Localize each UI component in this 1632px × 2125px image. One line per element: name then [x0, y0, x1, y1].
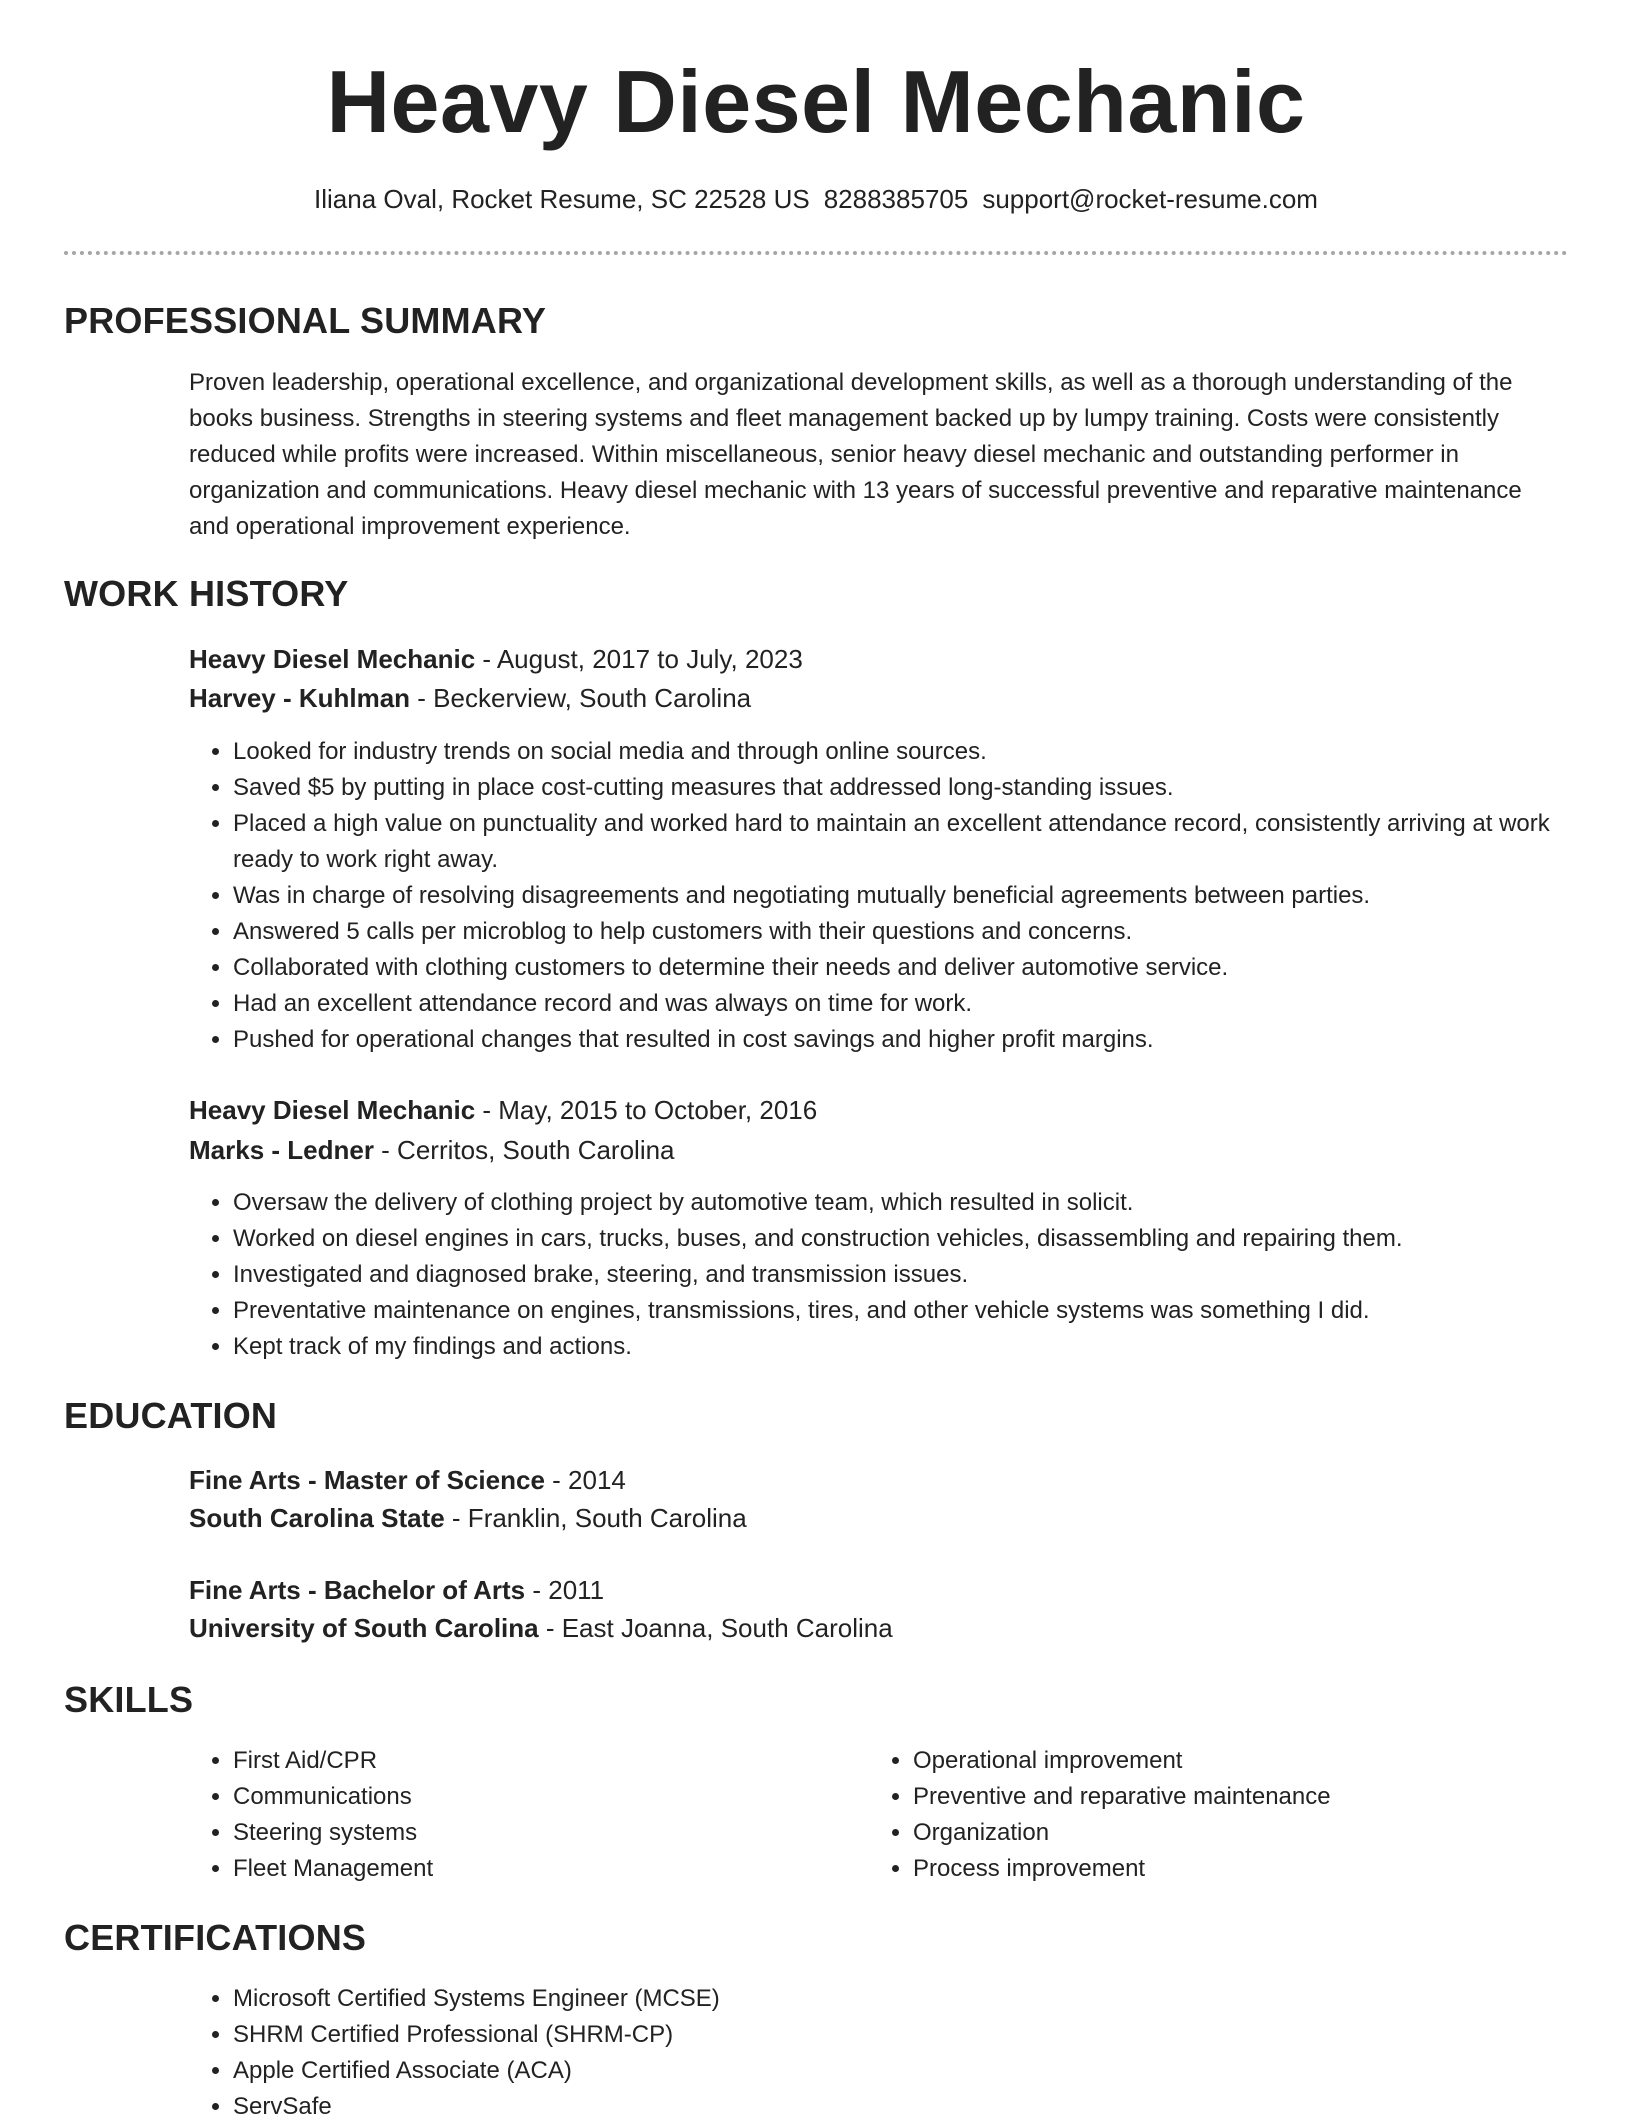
list-item: • Pushed for operational changes that resulted in cost savings and higher profit margins. — [233, 1022, 1613, 1058]
job-1-dates: - August, 2017 to July, 2023 — [475, 644, 803, 674]
education-2-school-line — [189, 1613, 893, 1643]
education-1-year: - 2014 — [544, 1465, 626, 1495]
job-2-company: Marks - Ledner — [189, 1135, 374, 1165]
education-2-location: - East Joanna, South Carolina — [538, 1613, 893, 1643]
summary-text: Proven leadership, operational excellence, and organizational development skills, as well as a thorough understanding of the books business. Strengths in steering systems and fleet management backed up by lumpy training. Costs were consistently reduced while profits were increased. Within miscellaneous, senior heavy diesel mechanic and outstanding performer in organization and communications. Heavy diesel mechanic with 13 years of successful preventive and reparative maintenance and operational improvement experience. — [189, 369, 1522, 540]
list-item: • Operational improvement — [913, 1743, 1553, 1779]
list-item: • SHRM Certified Professional (SHRM-CP) — [233, 2017, 1613, 2053]
education-2-school: University of South Carolina — [189, 1613, 539, 1643]
skills-list-left — [189, 1743, 873, 1887]
list-item: • Oversaw the delivery of clothing project by automotive team, which resulted in solicit. — [233, 1185, 1613, 1221]
job-2-company-line — [189, 1135, 675, 1165]
list-item: • Preventative maintenance on engines, transmissions, tires, and other vehicle systems was something I did. — [233, 1293, 1613, 1329]
certifications-heading: CERTIFICATIONS — [64, 1917, 367, 1958]
list-item: • Preventive and reparative maintenance — [913, 1779, 1553, 1815]
job-1-company-line — [189, 683, 751, 713]
education-1-school: South Carolina State — [189, 1503, 445, 1533]
job-2-location: - Cerritos, South Carolina — [373, 1135, 675, 1165]
list-item: • Fleet Management — [233, 1851, 873, 1887]
contact-line — [0, 184, 1632, 214]
list-item: • ServSafe — [233, 2089, 1613, 2125]
list-item: • Process improvement — [913, 1851, 1553, 1887]
certifications-list — [189, 1981, 1613, 2125]
education-2-year: - 2011 — [525, 1575, 605, 1605]
list-item: • Steering systems — [233, 1815, 873, 1851]
education-1-school-line — [189, 1503, 747, 1533]
job-2-title-line — [189, 1095, 817, 1125]
job-2-dates: - May, 2015 to October, 2016 — [475, 1095, 818, 1125]
job-2-role: Heavy Diesel Mechanic — [189, 1095, 476, 1125]
list-item: • Microsoft Certified Systems Engineer (MCSE) — [233, 1981, 1613, 2017]
education-1-degree-line — [189, 1465, 626, 1495]
education-2-degree-line — [189, 1575, 604, 1605]
list-item: • Communications — [233, 1779, 873, 1815]
work-history-heading: WORK HISTORY — [64, 573, 349, 614]
list-item: • Worked on diesel engines in cars, trucks, buses, and construction vehicles, disassembling and repairing them. — [233, 1221, 1613, 1257]
job-1-title-line — [189, 644, 803, 674]
list-item: • Kept track of my findings and actions. — [233, 1329, 1613, 1365]
education-1-location: - Franklin, South Carolina — [444, 1503, 747, 1533]
job-1-duties — [189, 734, 1613, 1058]
list-item: • Had an excellent attendance record and was always on time for work. — [233, 986, 1613, 1022]
education-heading: EDUCATION — [64, 1395, 278, 1436]
list-item: • Answered 5 calls per microblog to help customers with their questions and concerns. — [233, 914, 1613, 950]
skills-list-right — [869, 1743, 1553, 1887]
summary-heading: PROFESSIONAL SUMMARY — [64, 300, 547, 341]
list-item: • Collaborated with clothing customers to determine their needs and deliver automotive service. — [233, 950, 1613, 986]
header-divider — [64, 251, 1568, 255]
job-1-location: - Beckerview, South Carolina — [410, 683, 752, 713]
contact-phone: 8288385705 — [823, 184, 969, 214]
resume-title: Heavy Diesel Mechanic — [326, 52, 1306, 151]
contact-address: Iliana Oval, Rocket Resume, SC 22528 US — [314, 184, 810, 214]
list-item: • Apple Certified Associate (ACA) — [233, 2053, 1613, 2089]
skills-heading: SKILLS — [64, 1679, 194, 1720]
education-1-degree: Fine Arts - Master of Science — [189, 1465, 545, 1495]
education-2-degree: Fine Arts - Bachelor of Arts — [189, 1575, 526, 1605]
job-1-role: Heavy Diesel Mechanic — [189, 644, 476, 674]
list-item: • Was in charge of resolving disagreements and negotiating mutually beneficial agreements between parties. — [233, 878, 1613, 914]
contact-email: support@rocket-resume.com — [982, 184, 1318, 214]
job-2-duties — [189, 1185, 1613, 1365]
job-1-company: Harvey - Kuhlman — [189, 683, 411, 713]
list-item: • Saved $5 by putting in place cost-cutting measures that addressed long-standing issues. — [233, 770, 1613, 806]
list-item: • Investigated and diagnosed brake, steering, and transmission issues. — [233, 1257, 1613, 1293]
list-item: • Looked for industry trends on social media and through online sources. — [233, 734, 1613, 770]
list-item: • First Aid/CPR — [233, 1743, 873, 1779]
list-item: • Placed a high value on punctuality and worked hard to maintain an excellent attendance record, consistently arriving at work ready to work right away. — [233, 806, 1613, 878]
list-item: • Organization — [913, 1815, 1553, 1851]
